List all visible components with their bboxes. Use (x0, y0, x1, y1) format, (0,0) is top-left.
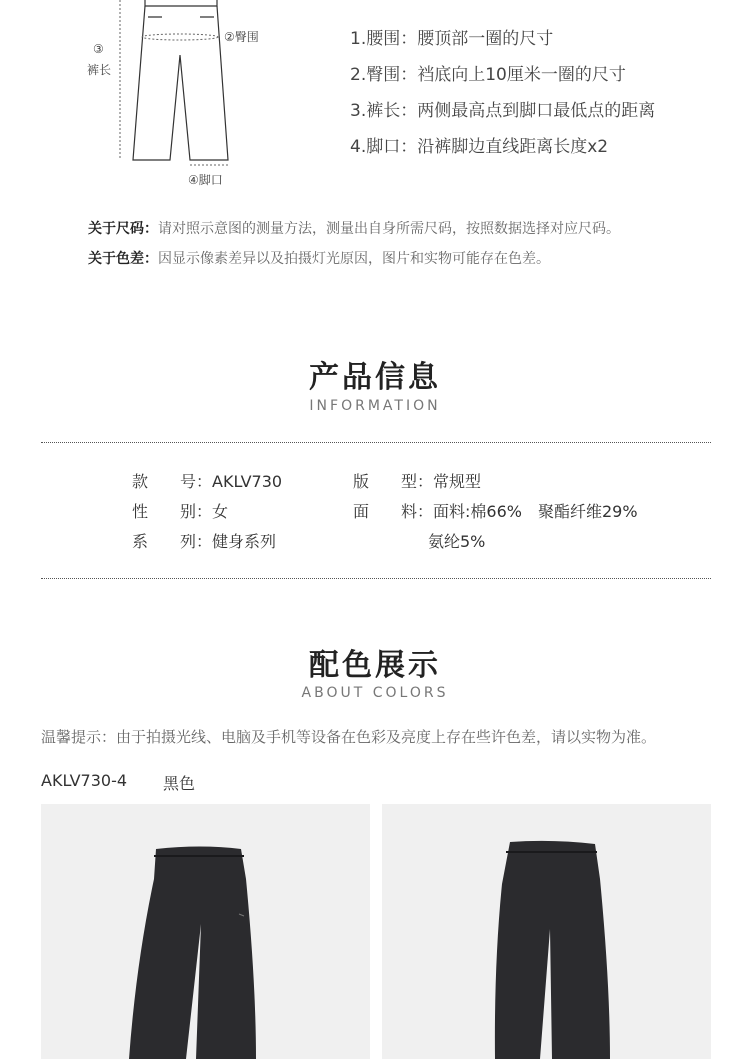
measure-hip (350, 60, 626, 85)
info-key: 版 型： (353, 472, 434, 491)
note-label: 关于尺码： (88, 221, 158, 237)
colors-title: 配色展示 (309, 648, 441, 683)
product-photo-back (382, 804, 711, 1059)
info-value: 健身系列 (212, 532, 277, 551)
info-gender (132, 499, 228, 522)
color-diff-note (88, 248, 550, 268)
info-value: AKLV730 (212, 472, 283, 491)
divider-top (41, 442, 711, 443)
note-text: 请对照示意图的测量方法，测量出自身所需尺码，按照数据选择对应尺码。 (158, 221, 620, 237)
info-value: 常规型 (433, 472, 482, 491)
info-fabric (353, 499, 638, 522)
measure-hem (350, 132, 608, 157)
colors-subtitle: ABOUT COLORS (301, 685, 449, 701)
hem-label: ④脚口 (188, 173, 223, 187)
info-fit (353, 469, 481, 492)
length-number: ③ (93, 42, 104, 56)
measure-desc: 两侧最高点到脚口最低点的距离 (417, 101, 656, 121)
hip-label: ②臀围 (224, 30, 259, 44)
product-info-title: 产品信息 (309, 360, 441, 395)
black-pants-front-image (41, 804, 370, 1059)
info-key: 系 列： (132, 532, 213, 551)
info-key: 性 别： (132, 502, 213, 521)
note-label: 关于色差： (88, 251, 158, 267)
note-text: 因显示像素差异以及拍摄灯光原因，图片和实物可能存在色差。 (158, 251, 550, 267)
measure-waist (350, 24, 553, 49)
black-pants-back-image (382, 804, 711, 1059)
divider-bottom (41, 578, 711, 579)
measure-desc: 腰顶部一圈的尺寸 (417, 29, 554, 49)
measure-label: 3.裤长： (350, 101, 418, 121)
info-style-no (132, 469, 282, 492)
info-value: 女 (212, 502, 229, 521)
info-value: 面料:棉66% 聚酯纤维29% (433, 502, 638, 521)
variant-code: AKLV730-4 (41, 771, 128, 790)
measure-label: 1.腰围： (350, 29, 418, 49)
info-key: 款 号： (132, 472, 213, 491)
size-note (88, 218, 620, 238)
info-fabric-cont: 氨纶5% (428, 532, 486, 551)
measure-label: 4.脚口： (350, 137, 418, 157)
product-photo-front (41, 804, 370, 1059)
pants-outline-icon (133, 0, 228, 160)
measure-desc: 裆底向上10厘米一圈的尺寸 (417, 65, 626, 85)
length-label: 裤长 (87, 63, 112, 77)
measure-desc: 沿裤脚边直线距离长度x2 (417, 137, 609, 157)
measure-length (350, 96, 655, 121)
measure-label: 2.臀围： (350, 65, 418, 85)
variant-name: 黑色 (163, 774, 196, 793)
info-key: 面 料： (353, 502, 434, 521)
color-tip: 温馨提示：由于拍摄光线、电脑及手机等设备在色彩及亮度上存在些许色差，请以实物为准。 (41, 728, 657, 746)
measure-lines (120, 0, 228, 165)
info-series (132, 529, 276, 552)
product-info-subtitle: INFORMATION (309, 398, 441, 414)
